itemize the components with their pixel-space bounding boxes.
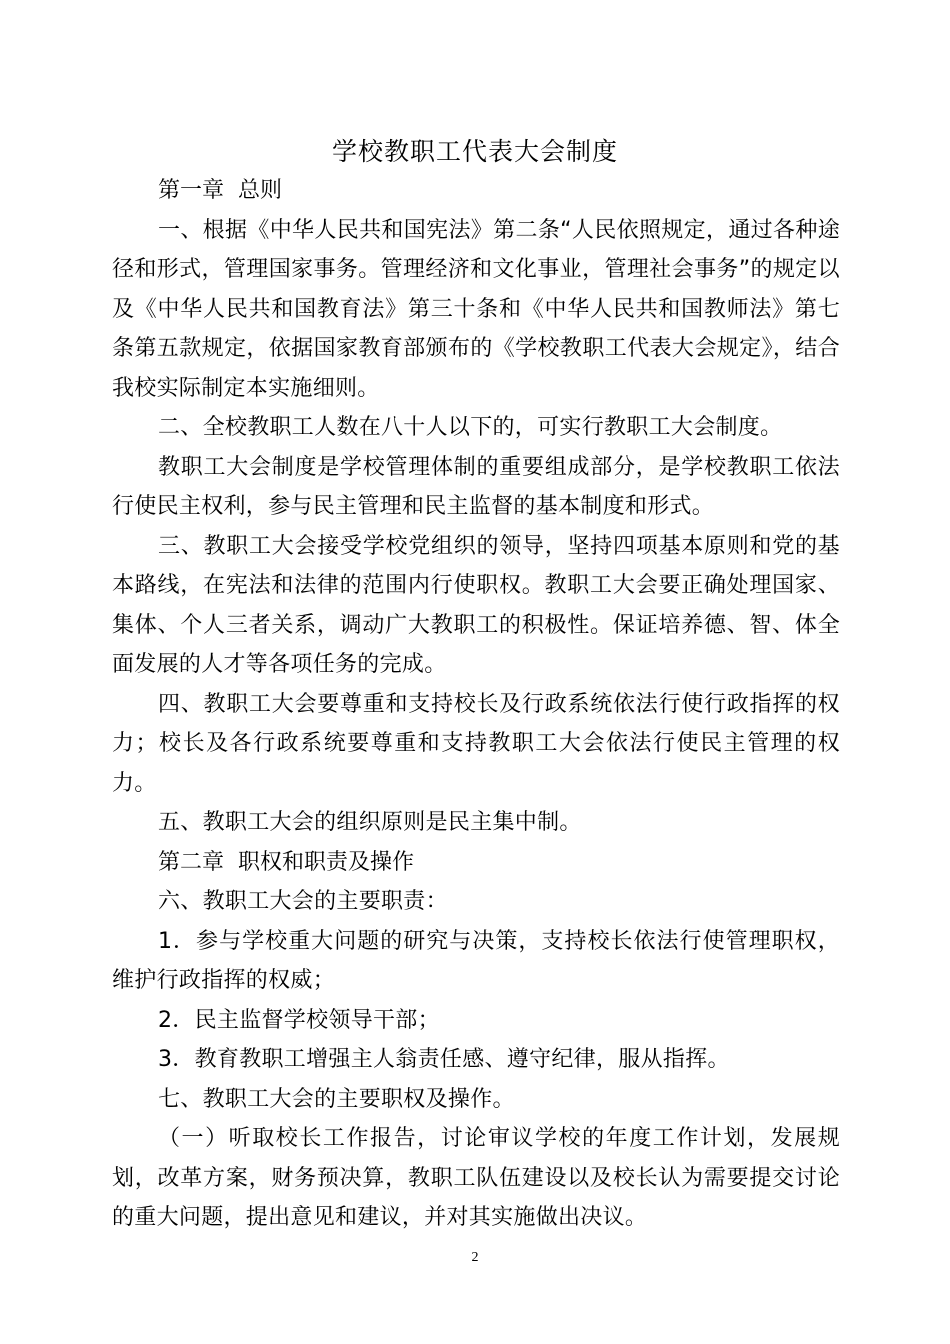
chapter-heading: 第一章 总则 [158, 178, 282, 203]
paragraph: 六、教职工大会的主要职责： [158, 889, 448, 914]
document-title: 学校教职工代表大会制度 [331, 137, 618, 166]
paragraph: （一）听取校长工作报告，讨论审议学校的年度工作计划，发展规划，改革方案，财务预决算，教职工队伍建设以及校长认为需要提交讨论的重大问题，提出意见和建议，并对其实施做出决议。 [112, 1126, 840, 1230]
paragraph: 教职工大会制度是学校管理体制的重要组成部分，是学校教职工依法行使民主权利，参与民主管理和民主监督的基本制度和形式。 [112, 454, 840, 519]
paragraph: 1．参与学校重大问题的研究与决策，支持校长依法行使管理职权，维护行政指挥的权威； [112, 928, 840, 993]
paragraph: 三、教职工大会接受学校党组织的领导，坚持四项基本原则和党的基本路线，在宪法和法律的范围内行使职权。教职工大会要正确处理国家、集体、个人三者关系，调动广大教职工的积极性。保证培养德、智、体全面发展的人才等各项任务的完成。 [112, 533, 840, 677]
paragraph: 一、根据《中华人民共和国宪法》第二条“人民依照规定，通过各种途径和形式，管理国家事务。管理经济和文化事业，管理社会事务”的规定以及《中华人民共和国教育法》第三十条和《中华人民共和国教师法》第七条第五款规定，依据国家教育部颁布的《学校教职工代表大会规定》，结合我校实际制定本实施细则。 [112, 217, 840, 401]
paragraph: 3．教育教职工增强主人翁责任感、遵守纪律，服从指挥。 [158, 1047, 730, 1072]
paragraph: 2．民主监督学校领导干部； [158, 1007, 440, 1033]
paragraph: 五、教职工大会的组织原则是民主集中制。 [158, 810, 582, 835]
chapter-heading: 第二章 职权和职责及操作 [158, 849, 414, 875]
document-body [112, 171, 840, 1238]
page-number: 2 [471, 1250, 479, 1265]
paragraph: 四、教职工大会要尊重和支持校长及行政系统依法行使行政指挥的权力；校长及各行政系统要尊重和支持教职工大会依法行使民主管理的权力。 [112, 691, 840, 796]
paragraph: 二、全校教职工人数在八十人以下的，可实行教职工大会制度。 [158, 415, 783, 440]
paragraph: 七、教职工大会的主要职权及操作。 [158, 1086, 515, 1112]
